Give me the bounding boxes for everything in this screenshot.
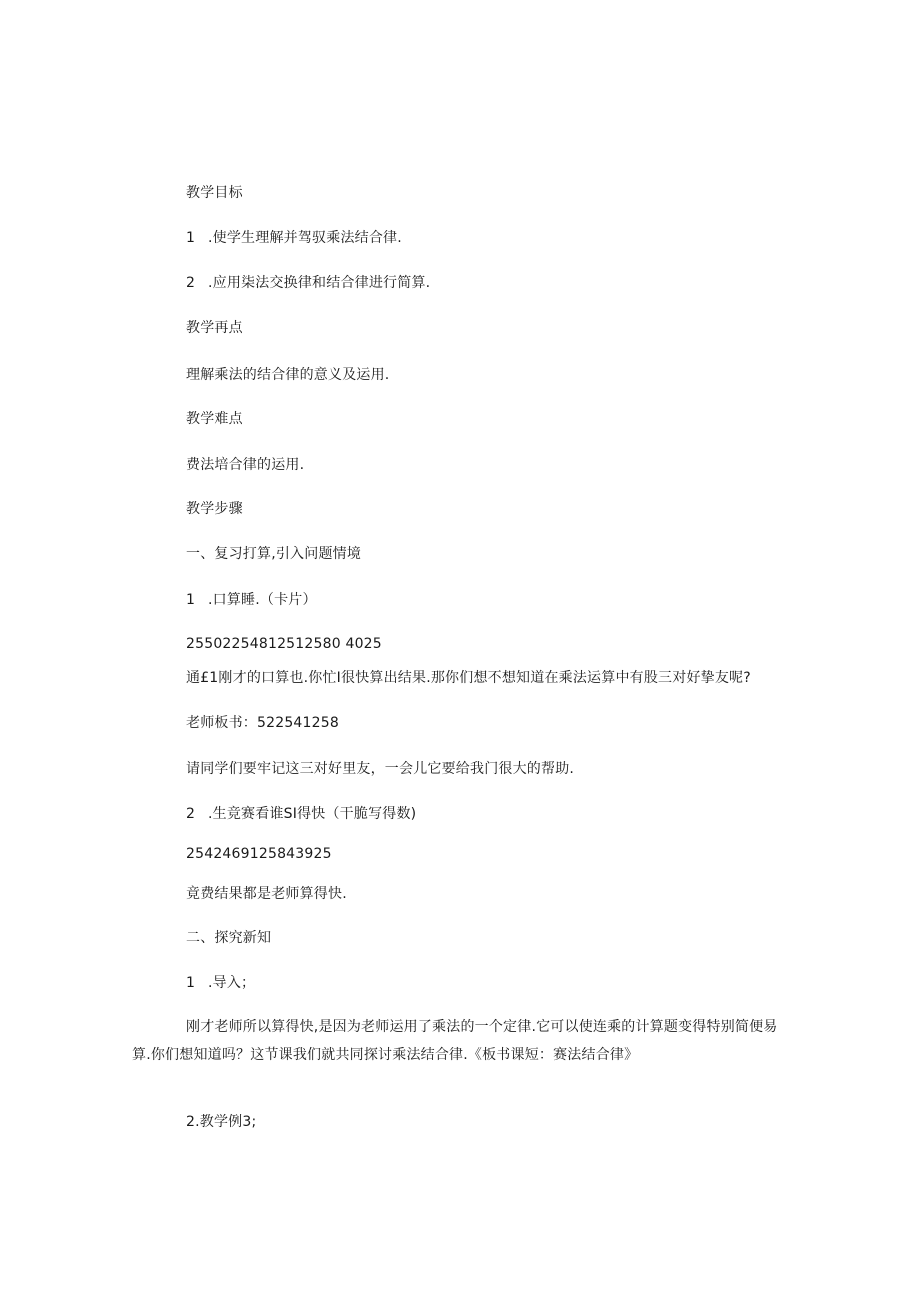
heading-teaching-goals: 教学目标 <box>186 185 243 201</box>
intro-item-number: 1 <box>186 975 196 991</box>
heading-difficulty: 教学难点 <box>186 411 243 427</box>
competition-numbers: 2542469125843925 <box>186 846 332 862</box>
step-item-1-number: 1 <box>186 592 196 608</box>
step-item-1 <box>186 590 317 610</box>
step-item-2 <box>186 804 416 824</box>
review-paragraph: 通£1刚才的口算也.你忙I很快算出结果.那你们想不想知道在乘法运算中有股三对好挚友呢? <box>186 670 751 686</box>
step-item-1-text: .口算睡.（卡片） <box>208 592 317 608</box>
heading-teaching-steps: 教学步骤 <box>186 501 243 517</box>
goal-item-1-number: 1 <box>186 230 196 246</box>
intro-item <box>186 973 255 993</box>
goal-item-1 <box>186 228 402 248</box>
goal-item-1-text: .使学生理解并驾驭乘法结合律. <box>208 230 402 246</box>
oral-calc-numbers: 25502254812512580 4025 <box>186 636 382 652</box>
example-3-heading: 2.教学例3; <box>186 1114 257 1130</box>
section-1-title: 一、复习打算,引入问题情境 <box>186 546 362 562</box>
intro-item-text: .导入； <box>208 975 256 991</box>
result-text: 竟费结果都是老师算得快. <box>186 886 347 902</box>
remember-text: 请同学们要牢记这三对好里友，一会儿它要给我门很大的帮助. <box>186 761 575 777</box>
key-points-text: 理解乘法的结合律的意义及运用. <box>186 367 390 383</box>
section-2-title: 二、探究新知 <box>186 930 272 946</box>
intro-paragraph: 刚才老师所以算得快,是因为老师运用了乘法的一个定律.它可以使连乘的计算题变得特别简便易算.你们想知道吗？这节课我们就共同探讨乘法结合律.《板书课短：赛法结合律》 <box>132 1019 778 1063</box>
step-item-2-number: 2 <box>186 806 196 822</box>
difficulty-text: 费法培合律的运用. <box>186 457 305 473</box>
board-writing: 老师板书：522541258 <box>186 715 339 731</box>
goal-item-2 <box>186 273 430 293</box>
step-item-2-text: .生竞赛看谁SI得快（干脆写得数) <box>208 806 417 822</box>
goal-item-2-text: .应用柒法交换律和结合律进行简算. <box>208 275 431 291</box>
heading-key-points: 教学再点 <box>186 320 243 336</box>
goal-item-2-number: 2 <box>186 275 196 291</box>
